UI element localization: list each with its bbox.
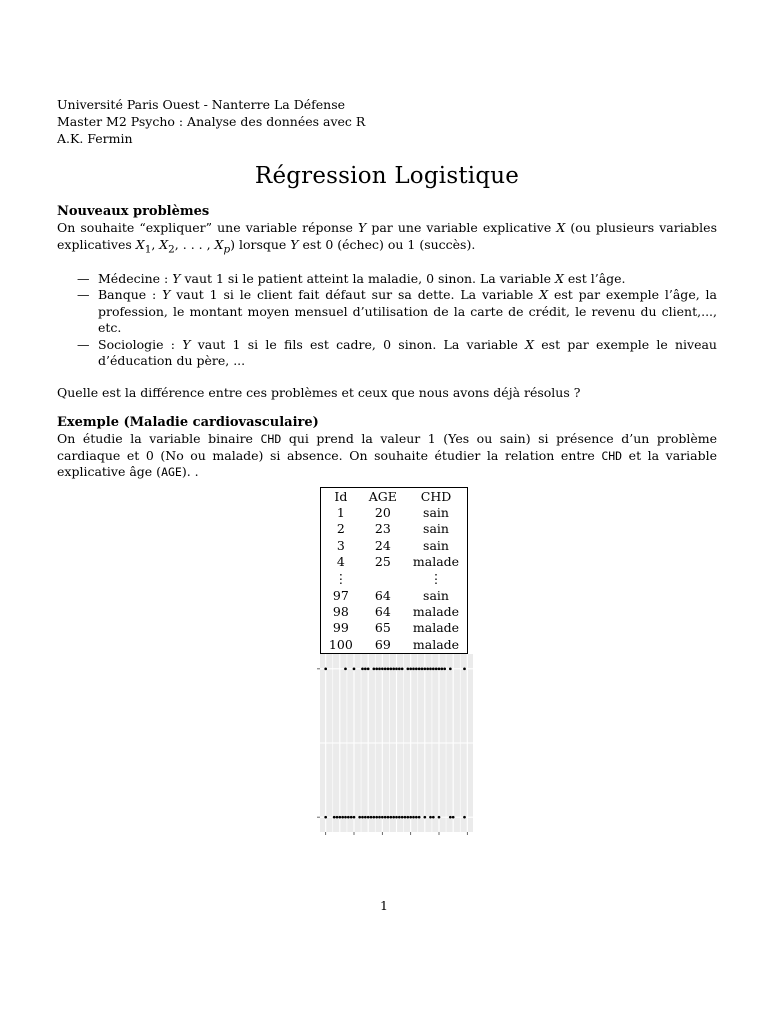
cell-age: 64 [374,587,391,603]
cell-id: 100 [328,636,353,652]
data-point [389,667,392,670]
data-point [392,816,395,819]
data-point [409,816,412,819]
data-point [409,667,412,670]
data-point [387,816,390,819]
data-point [370,816,373,819]
data-point [463,816,466,819]
section-heading-new-problems: Nouveaux problèmes [57,204,210,219]
cell-id: 1 [336,504,345,520]
cell-id: 3 [336,537,345,553]
examples-list [57,271,717,370]
data-point [375,667,378,670]
data-point [423,816,426,819]
question-paragraph: Quelle est la différence entre ces problèmes et ceux que nous avons déjà résolus ? [57,384,581,400]
data-point [406,816,409,819]
data-point [432,667,435,670]
data-point [421,667,424,670]
data-point [398,816,401,819]
data-point [364,816,367,819]
header-university: Université Paris Ouest - Nanterre La Défense [57,97,346,112]
cell-chd: sain [423,504,449,520]
intro-paragraph: On souhaite “expliquer” une variable réponse Y par une variable explicative X (ou plusieurs variables explicatives $X_1$, $X_2$, . . . , $X_p$) lorsque Y est 0 (échec) ou 1 (succès). [57,220,717,255]
data-point [415,667,418,670]
data-point [350,816,353,819]
data-point [367,667,370,670]
cell-id: 97 [332,587,349,603]
cell-id: 4 [336,554,345,570]
cell-age: 64 [374,603,391,619]
data-point [415,816,418,819]
data-point [372,667,375,670]
page-body [57,96,717,654]
data-point [429,667,432,670]
data-point [353,667,356,670]
data-point [389,816,392,819]
data-point [344,816,347,819]
data-point [341,816,344,819]
data-point [375,816,378,819]
column-header-chd: CHD [420,488,452,504]
cell-chd: sain [423,537,449,553]
cell-age: 20 [374,504,391,520]
data-point [452,816,455,819]
data-point [353,816,356,819]
page-number: 1 [380,898,388,913]
cell-chd: malade [412,554,460,570]
section-heading-example: Exemple (Maladie cardiovasculaire) [57,415,319,430]
data-point [324,667,327,670]
data-point [401,816,404,819]
cell-age: 23 [374,521,391,537]
cell-age: 24 [374,537,391,553]
cell-age: 25 [374,554,391,570]
data-point [418,816,421,819]
header-author: A.K. Fermin [57,131,133,146]
table-row [320,505,467,521]
data-point [438,816,441,819]
data-point [440,667,443,670]
table-row [320,538,467,554]
data-point [387,667,390,670]
table-row [320,588,467,604]
data-point [384,816,387,819]
table-ellipsis-row [320,571,467,588]
data-point [381,667,384,670]
data-point [463,667,466,670]
data-point [406,667,409,670]
document-title: Régression Logistique [254,163,520,189]
data-point [426,667,429,670]
data-point [398,667,401,670]
cell-chd: sain [423,587,449,603]
column-header-id: Id [334,488,348,504]
data-point [395,816,398,819]
data-point [435,667,438,670]
data-point [333,816,336,819]
data-point [438,667,441,670]
data-point [358,816,361,819]
cell-id: 99 [332,620,349,636]
table-header-row [320,487,467,505]
data-point [372,816,375,819]
table-row [320,554,467,570]
data-point [449,816,452,819]
example-paragraph: On étudie la variable binaire CHD qui prend la valeur 1 (Yes ou sain) si présence d’un problème cardiaque et 0 (No ou malade) si absence. On souhaite étudier la relation entre CHD et la variable explicative âge (AGE). . [57,431,717,479]
data-point [381,816,384,819]
data-point [404,816,407,819]
data-point [338,816,341,819]
chd-age-scatter-plot [312,650,477,840]
column-header-age: AGE [368,488,397,504]
data-point [412,816,415,819]
data-point [347,816,350,819]
cell-chd: malade [412,620,460,636]
chd-data-table [320,487,468,655]
data-point [418,667,421,670]
data-point [384,667,387,670]
cell-id: 2 [336,521,345,537]
data-point [378,667,381,670]
data-point [336,816,339,819]
data-point [324,816,327,819]
list-item-banque: — Banque : Y vaut 1 si le client fait défaut sur sa dette. La variable X est par exemple l’âge, la profession, le montant moyen mensuel d’utilisation de la carte de crédit, le revenu du client,..., etc. [77,287,717,335]
data-point [443,667,446,670]
table-row [320,521,467,537]
data-point [401,667,404,670]
ellipsis-chd: ⋮ [429,570,443,586]
data-point [364,667,367,670]
table-row [320,604,467,620]
data-point [423,667,426,670]
ellipsis-id: ⋮ [334,570,348,586]
data-point [367,816,370,819]
data-point [361,816,364,819]
table-row [320,620,467,636]
data-point [344,667,347,670]
data-point [432,816,435,819]
data-point [378,816,381,819]
cell-age: 65 [374,620,391,636]
data-point [449,667,452,670]
data-point [429,816,432,819]
data-point [395,667,398,670]
cell-chd: malade [412,603,460,619]
data-point [361,667,364,670]
cell-chd: malade [412,636,460,652]
list-item-medecine: — Médecine : Y vaut 1 si le patient atteint la maladie, 0 sinon. La variable X est l’âge. [77,270,626,286]
cell-id: 98 [332,603,349,619]
list-item-sociologie: — Sociologie : Y vaut 1 si le fils est cadre, 0 sinon. La variable X est par exemple le niveau d’éducation du père, ... [77,336,717,368]
cell-chd: sain [423,521,449,537]
header-course: Master M2 Psycho : Analyse des données avec R [57,114,366,129]
data-point [412,667,415,670]
data-point [392,667,395,670]
cell-age: 69 [374,636,391,652]
